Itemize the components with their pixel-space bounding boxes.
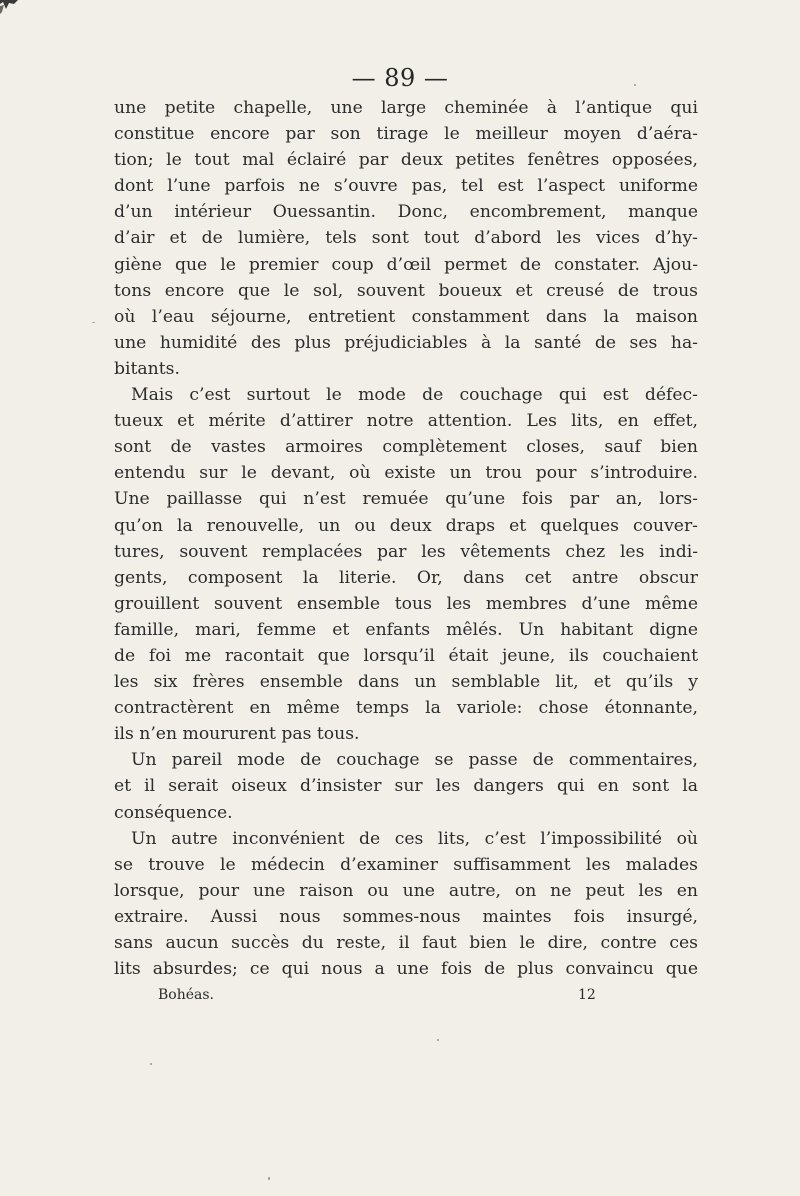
text-line: tueux et mérite d’attirer notre attention. Les lits, en effet, [114, 411, 698, 432]
text-line: Mais c’est surtout le mode de couchage qui est défec- [131, 385, 698, 406]
paper-speck [92, 322, 95, 323]
body-text [114, 95, 698, 982]
text-line: lits absurdes; ce qui nous a une fois de plus convaincu que [114, 959, 698, 980]
text-line: Une paillasse qui n’est remuée qu’une fois par an, lors- [114, 489, 698, 510]
text-line: contractèrent en même temps la variole: chose étonnante, [114, 698, 698, 719]
paper-speck [437, 1039, 439, 1041]
signature-author: Bohéas. [158, 987, 214, 1003]
text-line: les six frères ensemble dans un semblable lit, et qu’ils y [114, 672, 698, 693]
paper-speck [150, 1063, 152, 1065]
corner-ink-mark [0, 0, 28, 18]
text-line: Un autre inconvénient de ces lits, c’est l’impossibilité où [131, 828, 698, 849]
text-line: ils n’en moururent pas tous. [114, 724, 360, 745]
text-line: tures, souvent remplacées par les vêtements chez les indi- [114, 541, 698, 562]
text-line: grouillent souvent ensemble tous les membres d’une même [114, 593, 698, 614]
text-line: lorsque, pour une raison ou une autre, on ne peut les en [114, 880, 698, 901]
text-line: bitants. [114, 358, 180, 379]
text-line: tons encore que le sol, souvent boueux et creusé de trous [114, 280, 698, 301]
text-line: d’un intérieur Ouessantin. Donc, encombrement, manque [114, 202, 698, 223]
text-line: conséquence. [114, 802, 233, 823]
text-line: qu’on la renouvelle, un ou deux draps et quelques couver- [114, 515, 698, 536]
text-line: une petite chapelle, une large cheminée à l’antique qui [114, 98, 698, 118]
text-line: famille, mari, femme et enfants mêlés. Un habitant digne [114, 619, 698, 640]
text-line: d’air et de lumière, tels sont tout d’abord les vices d’hy- [114, 228, 698, 249]
text-line: se trouve le médecin d’examiner suffisamment les malades [114, 854, 698, 875]
text-line: et il serait oiseux d’insister sur les dangers qui en sont la [114, 776, 698, 797]
signature-number: 12 [578, 987, 596, 1003]
text-line: dont l’une parfois ne s’ouvre pas, tel est l’aspect uniforme [114, 176, 698, 197]
paper-speck [268, 1177, 270, 1180]
paper-speck [634, 84, 636, 86]
text-line: sans aucun succès du reste, il faut bien le dire, contre ces [114, 933, 698, 953]
text-line: constitue encore par son tirage le meilleur moyen d’aéra- [114, 124, 698, 145]
text-line: où l’eau séjourne, entretient constamment dans la maison [114, 306, 698, 327]
text-line: extraire. Aussi nous sommes-nous maintes fois insurgé, [114, 906, 698, 927]
text-line: tion; le tout mal éclairé par deux petites fenêtres opposées, [114, 150, 698, 171]
text-line: sont de vastes armoires complètement closes, sauf bien [114, 437, 698, 458]
page-number: — 89 — [351, 64, 449, 92]
text-line: de foi me racontait que lorsqu’il était jeune, ils couchaient [114, 645, 698, 666]
text-line: une humidité des plus préjudiciables à la santé de ses ha- [114, 332, 698, 353]
text-line: giène que le premier coup d’œil permet de constater. Ajou- [114, 254, 698, 275]
text-line: entendu sur le devant, où existe un trou pour s’introduire. [114, 463, 698, 484]
text-line: Un pareil mode de couchage se passe de commentaires, [131, 750, 698, 771]
text-line: gents, composent la literie. Or, dans cet antre obscur [114, 567, 698, 588]
